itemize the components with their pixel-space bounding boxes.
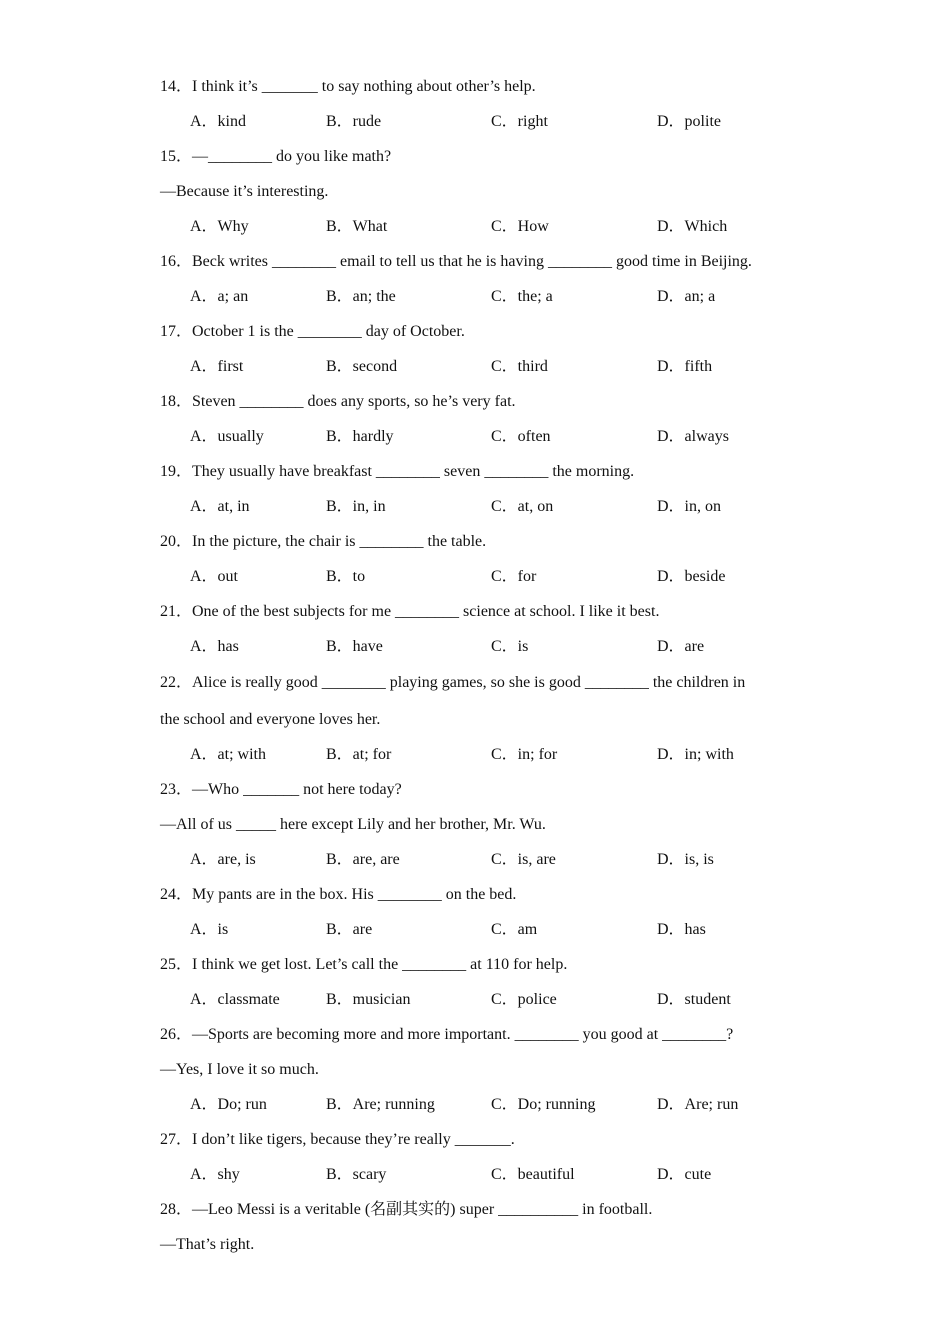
question-21: 21．One of the best subjects for me ________ science at school. I like it best. [160,603,660,620]
option-c: C．How [491,218,549,235]
option-c: C．often [491,428,551,445]
question-20: 20．In the picture, the chair is ________ the table. [160,533,487,550]
options-21 [190,637,830,657]
options-19 [190,497,830,517]
option-a: A．usually [190,428,264,445]
question-26-reply: —Yes, I love it so much. [160,1061,319,1078]
option-c: C．police [491,991,557,1008]
option-b: B．an; the [326,288,396,305]
option-d: D．an; a [657,288,716,305]
question-24: 24．My pants are in the box. His ________ on the bed. [160,886,517,903]
option-d: D．always [657,428,729,445]
option-a: A．has [190,638,239,655]
options-16 [190,287,830,307]
option-d: D．student [657,991,731,1008]
question-18: 18．Steven ________ does any sports, so he’s very fat. [160,393,516,410]
question-23-reply: —All of us _____ here except Lily and her brother, Mr. Wu. [160,816,546,833]
options-26 [190,1095,830,1115]
question-15: 15．—________ do you like math? [160,148,392,165]
option-d: D．cute [657,1166,712,1183]
question-16: 16．Beck writes ________ email to tell us that he is having ________ good time in Beijing. [160,253,752,270]
question-19: 19．They usually have breakfast ________ seven ________ the morning. [160,463,635,480]
question-22: 22．Alice is really good ________ playing games, so she is good ________ the children in [160,674,746,691]
question-23: 23．—Who _______ not here today? [160,781,402,798]
option-c: C．for [491,568,537,585]
option-a: A．kind [190,113,247,130]
option-d: D．fifth [657,358,713,375]
option-a: A．are, is [190,851,256,868]
option-b: B．second [326,358,398,375]
option-a: A．at; with [190,746,266,763]
question-14: 14．I think it’s _______ to say nothing about other’s help. [160,78,536,95]
option-a: A．Why [190,218,249,235]
option-d: D．in; with [657,746,734,763]
option-b: B．at; for [326,746,392,763]
option-c: C．in; for [491,746,558,763]
options-17 [190,357,830,377]
option-a: A．at, in [190,498,250,515]
option-c: C．am [491,921,538,938]
option-b: B．are [326,921,373,938]
question-17: 17．October 1 is the ________ day of October. [160,323,465,340]
option-b: B．rude [326,113,382,130]
options-18 [190,427,830,447]
options-25 [190,990,830,1010]
options-15 [190,217,830,237]
question-27: 27．I don’t like tigers, because they’re really _______. [160,1131,515,1148]
option-c: C．at, on [491,498,554,515]
question-15-reply: —Because it’s interesting. [160,183,329,200]
option-b: B．in, in [326,498,386,515]
option-d: D．beside [657,568,726,585]
option-d: D．is, is [657,851,714,868]
question-28: 28．—Leo Messi is a veritable (名副其实的) super __________ in football. [160,1201,653,1218]
option-b: B．are, are [326,851,400,868]
option-b: B．hardly [326,428,394,445]
option-c: C．Do; running [491,1096,596,1113]
options-24 [190,920,830,940]
option-d: D．has [657,921,706,938]
option-b: B．to [326,568,366,585]
options-27 [190,1165,830,1185]
option-d: D．are [657,638,705,655]
option-d: D．Are; run [657,1096,739,1113]
option-a: A．out [190,568,239,585]
option-a: A．a; an [190,288,249,305]
option-c: C．the; a [491,288,553,305]
option-c: C．third [491,358,548,375]
option-d: D．Which [657,218,728,235]
question-25: 25．I think we get lost. Let’s call the ________ at 110 for help. [160,956,568,973]
option-c: C．right [491,113,548,130]
option-b: B．Are; running [326,1096,435,1113]
option-b: B．scary [326,1166,387,1183]
option-c: C．is, are [491,851,556,868]
option-c: C．is [491,638,529,655]
options-14 [190,112,830,132]
option-d: D．polite [657,113,721,130]
option-a: A．first [190,358,244,375]
question-22-cont: the school and everyone loves her. [160,711,381,728]
option-a: A．classmate [190,991,280,1008]
options-20 [190,567,830,587]
option-b: B．What [326,218,388,235]
options-22 [190,745,830,765]
option-c: C．beautiful [491,1166,575,1183]
option-a: A．is [190,921,229,938]
option-a: A．shy [190,1166,240,1183]
option-a: A．Do; run [190,1096,267,1113]
options-23 [190,850,830,870]
question-26: 26．—Sports are becoming more and more important. ________ you good at ________? [160,1026,734,1043]
option-b: B．have [326,638,383,655]
question-28-reply: —That’s right. [160,1236,255,1253]
option-b: B．musician [326,991,411,1008]
option-d: D．in, on [657,498,722,515]
